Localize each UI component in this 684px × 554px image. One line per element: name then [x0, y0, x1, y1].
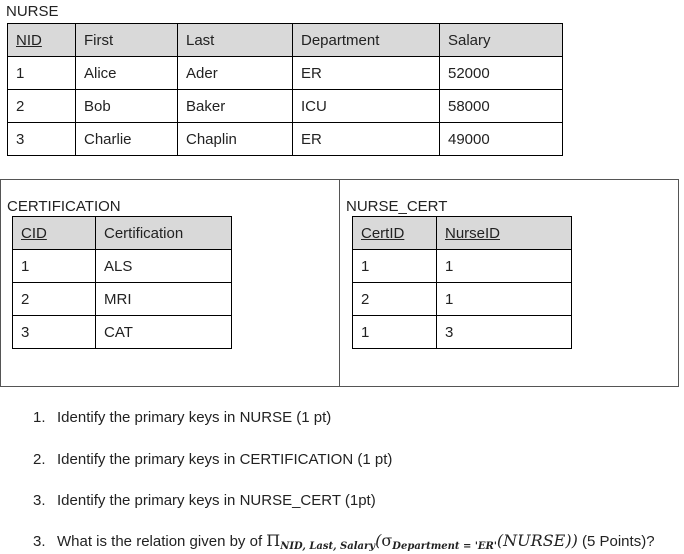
- nurse-header-first: First: [76, 24, 178, 57]
- question-number: 1.: [33, 409, 46, 426]
- nurse-header-salary: Salary: [440, 24, 563, 57]
- nurse-cert-cell: 1: [437, 250, 572, 283]
- question-text: Identify the primary keys in CERTIFICATION (1 pt): [57, 451, 393, 468]
- nurse-header-nid: NID: [8, 24, 76, 57]
- certification-cell: 2: [13, 283, 96, 316]
- nurse-cell: Ader: [178, 57, 293, 90]
- nurse-cert-table-caption: NURSE_CERT: [346, 198, 448, 215]
- projection-symbol: Π: [266, 531, 281, 550]
- table-row: [8, 123, 563, 156]
- question-1: [33, 409, 331, 426]
- nurse-cert-header-nurseid: NurseID: [437, 217, 572, 250]
- nurse-cell: 2: [8, 90, 76, 123]
- nurse-cell: Chaplin: [178, 123, 293, 156]
- nurse-cert-cell: 1: [353, 316, 437, 349]
- nurse-cert-cell: 3: [437, 316, 572, 349]
- nurse-cell: 52000: [440, 57, 563, 90]
- question-3: [33, 492, 376, 509]
- table-row: [353, 250, 572, 283]
- nurse-cell: ER: [293, 123, 440, 156]
- nurse-cell: Charlie: [76, 123, 178, 156]
- nurse-cell: 1: [8, 57, 76, 90]
- certification-table: [12, 216, 232, 349]
- certification-table-caption: CERTIFICATION: [7, 198, 121, 215]
- question-text: What is the relation given by of: [57, 533, 263, 550]
- nurse-cert-table: [352, 216, 572, 349]
- nurse-cert-cell: 2: [353, 283, 437, 316]
- nurse-header-last: Last: [178, 24, 293, 57]
- table-row: [353, 316, 572, 349]
- certification-cell: CAT: [96, 316, 232, 349]
- table-row: [353, 283, 572, 316]
- table-row: [8, 57, 563, 90]
- nurse-cell: 58000: [440, 90, 563, 123]
- certification-cell: ALS: [96, 250, 232, 283]
- relation-name: NURSE: [503, 531, 566, 550]
- nurse-cell: 3: [8, 123, 76, 156]
- nurse-header-row: [8, 24, 563, 57]
- table-row: [13, 250, 232, 283]
- projection-attributes: NID, Last, Salary: [280, 541, 376, 552]
- selection-condition: Department = 'ER': [392, 541, 497, 552]
- question-4: [33, 531, 655, 552]
- table-row: [13, 316, 232, 349]
- certification-header-row: [13, 217, 232, 250]
- nurse-cert-cell: 1: [353, 250, 437, 283]
- nurse-cell: Bob: [76, 90, 178, 123]
- nurse-cell: ICU: [293, 90, 440, 123]
- table-row: [13, 283, 232, 316]
- certification-cell: 1: [13, 250, 96, 283]
- nurse-cell: ER: [293, 57, 440, 90]
- question-number: 2.: [33, 451, 46, 468]
- nurse-cell: Alice: [76, 57, 178, 90]
- nurse-cell: Baker: [178, 90, 293, 123]
- certification-header-cid: CID: [13, 217, 96, 250]
- certification-cell: 3: [13, 316, 96, 349]
- nurse-table-caption: NURSE: [6, 3, 59, 20]
- question-number: 3.: [33, 533, 46, 550]
- question-2: [33, 451, 392, 468]
- nurse-header-department: Department: [293, 24, 440, 57]
- question-points: (5 Points)?: [582, 533, 655, 550]
- question-text: Identify the primary keys in NURSE (1 pt): [57, 409, 332, 426]
- selection-symbol: σ: [381, 531, 393, 550]
- nurse-cert-cell: 1: [437, 283, 572, 316]
- nurse-cert-header-row: [353, 217, 572, 250]
- table-row: [8, 90, 563, 123]
- question-number: 3.: [33, 492, 46, 509]
- certification-header-certification: Certification: [96, 217, 232, 250]
- certification-cell: MRI: [96, 283, 232, 316]
- nurse-cert-header-certid: CertID: [353, 217, 437, 250]
- relational-algebra-expression: $\Pi_{NID, Last, Salary}(\sigma_{Department = 'ER'}(NURSE))$: [266, 531, 578, 552]
- question-text: Identify the primary keys in NURSE_CERT (1pt): [57, 492, 376, 509]
- nurse-cell: 49000: [440, 123, 563, 156]
- nurse-table: [7, 23, 563, 156]
